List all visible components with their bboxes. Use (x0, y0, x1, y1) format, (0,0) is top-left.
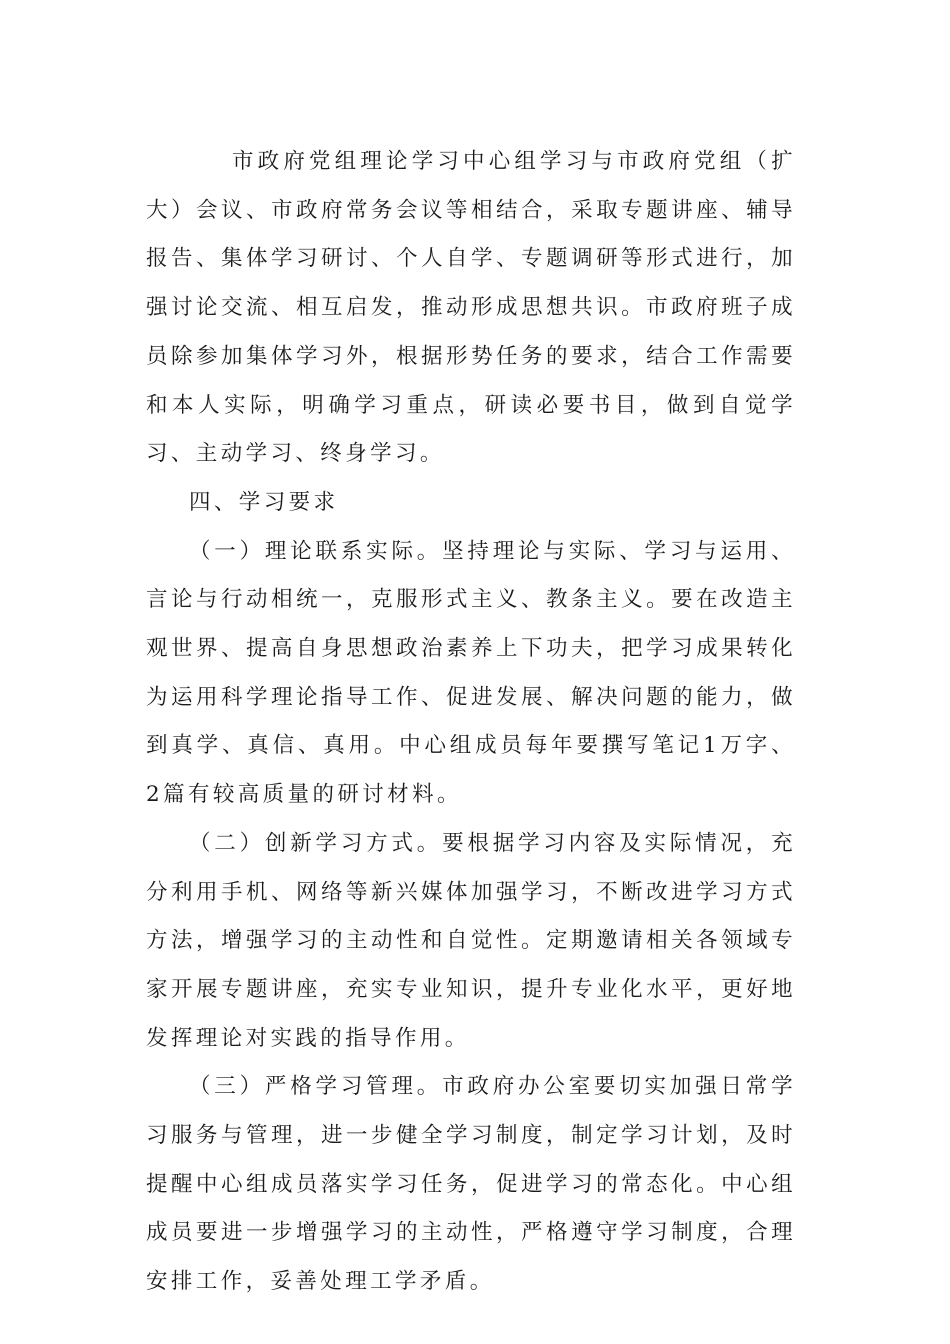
paragraph-strict-management: （三）严格学习管理。市政府办公室要切实加强日常学习服务与管理，进一步健全学习制度，制定学习计划，及时提醒中心组成员落实学习任务，促进学习的常态化。中心组成员要进一步增强学习的主动性，严格遵守学习制度，合理安排工作，妥善处理工学矛盾。 (146, 1074, 796, 1295)
paragraph-theory-practice: （一）理论联系实际。坚持理论与实际、学习与运用、言论与行动相统一，克服形式主义、教条主义。要在改造主观世界、提高自身思想政治素养上下功夫，把学习成果转化为运用科学理论指导工作、促进发展、解决问题的能力，做到真学、真信、真用。中心组成员每年要撰写笔记1万字、2篇有较高质量的研讨材料。 (146, 538, 796, 808)
paragraph-study-format: 市政府党组理论学习中心组学习与市政府党组（扩大）会议、市政府常务会议等相结合，采取专题讲座、辅导报告、集体学习研讨、个人自学、专题调研等形式进行，加强讨论交流、相互启发，推动形成思想共识。市政府班子成员除参加集体学习外，根据形势任务的要求，结合工作需要和本人实际，明确学习重点，研读必要书目，做到自觉学习、主动学习、终身学习。 (146, 149, 796, 467)
paragraph-innovate-methods: （二）创新学习方式。要根据学习内容及实际情况，充分利用手机、网络等新兴媒体加强学习，不断改进学习方式方法，增强学习的主动性和自觉性。定期邀请相关各领域专家开展专题讲座，充实专业知识，提升专业化水平，更好地发挥理论对实践的指导作用。 (146, 830, 796, 1051)
document-body (146, 138, 796, 1307)
section-heading-study-requirements: 四、学习要求 (189, 489, 339, 515)
